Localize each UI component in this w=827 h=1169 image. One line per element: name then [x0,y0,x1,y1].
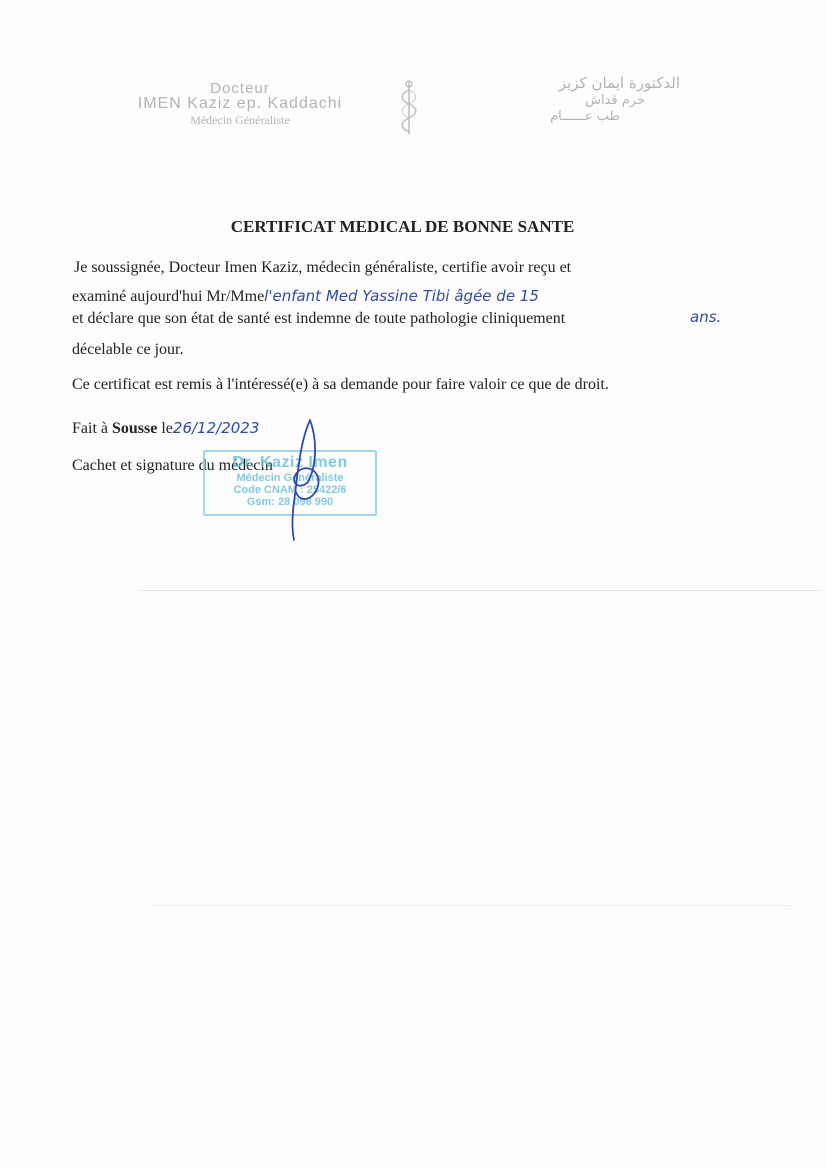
body-line-4: décelable ce jour. [72,341,184,358]
letterhead-title: Docteur [210,80,270,97]
patient-name-handwritten: l'enfant Med Yassine Tibi âgée de 15 [264,287,539,305]
certificate-title [0,217,827,237]
body-line-1: Je soussignée, Docteur Imen Kaziz, médecin généraliste, certifie avoir reçu et [74,259,572,276]
place-date-line [72,418,259,439]
body-line-3: et déclare que son état de santé est indemne de toute pathologie cliniquement [72,310,566,327]
letterhead-arabic-specialty: طب عــــــام [550,109,620,124]
letterhead-french [110,80,370,128]
letterhead-arabic-spouse: حرم قداش [585,93,645,108]
stamp-cnam-code: Code CNAM : 25422/6 [233,484,347,496]
body-line-5: Ce certificat est remis à l'intéressé(e) à sa demande pour faire valoir ce que de droit. [72,376,609,393]
stamp-doctor-name: Dr. Kaziz Imen [232,454,348,471]
letterhead-arabic [470,74,680,124]
signature-label: Cachet et signature du médecin [72,457,273,474]
stamp-phone: Gsm: 28 098 990 [246,496,334,508]
date-label: le [157,420,173,437]
stamp-specialty: Médecin Généraliste [236,472,344,484]
patient-age-suffix-handwritten: ans. [690,308,722,326]
letterhead-doctor-name: IMEN Kaziz ep. Kaddachi [137,95,343,112]
letterhead-specialty: Médecin Généraliste [190,113,290,127]
letterhead-arabic-name: الدكتورة ايمان كزيز [558,74,680,92]
handwritten-signature [270,412,350,547]
scan-artifact-line [150,905,790,906]
city-name: Sousse [112,420,158,437]
patient-label: examiné aujourd'hui Mr/Mme [72,288,265,305]
date-handwritten: 26/12/2023 [172,419,260,437]
place-label: Fait à [72,420,112,437]
certificate-title-text: CERTIFICAT MEDICAL DE BONNE SANTE [230,217,575,236]
caduceus-icon [398,78,420,136]
body-line-2 [72,286,539,307]
scan-artifact-line [140,590,820,591]
